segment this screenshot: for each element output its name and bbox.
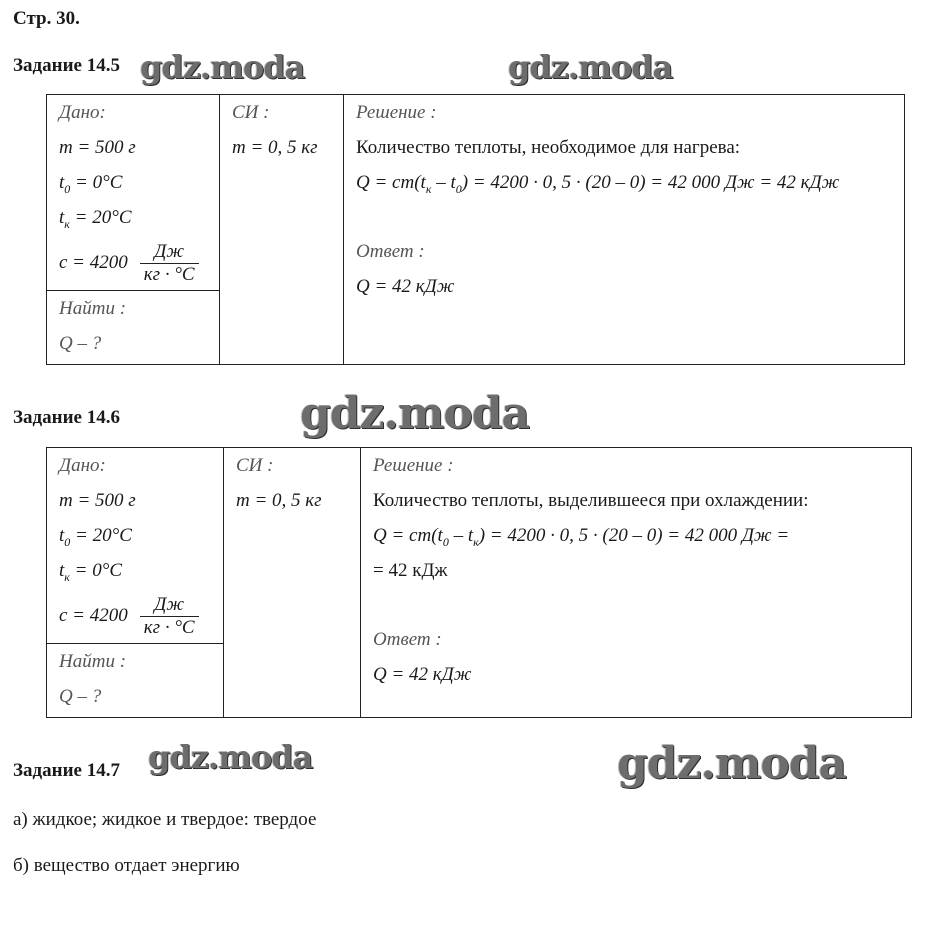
watermark: gdz.moda <box>140 48 305 86</box>
given-heat-capacity: c = 4200 $\frac{Дж}{кг \cdot ^\circ C}$ <box>59 591 223 641</box>
si-cell: СИ : m = 0, 5 кг <box>224 448 361 718</box>
given-tk: $t_к = 0^\circ C$ <box>59 560 122 584</box>
solution-formula: $Q = cm(t_к - t_0) = 4200 \cdot 0$, 5 · (20 – 0) = 42 000 Дж = 42 кДж <box>356 172 840 196</box>
find-value: Q – ? <box>59 686 102 707</box>
watermark: gdz.moda <box>300 388 530 439</box>
find-cell: Найти : Q – ? <box>47 644 224 718</box>
solution-text: Количество теплоты, выделившееся при охлаждении: <box>373 490 809 511</box>
si-cell: СИ : m = 0, 5 кг <box>220 95 344 365</box>
si-value: m = 0, 5 кг <box>232 137 318 158</box>
given-cell: Дано: m = 500 г $t_0 = 20^\circ C$ $t_к = 0^\circ C$ c = 4200 $\frac{Дж}{кг \cdot ^\circ C}$ <box>47 448 224 644</box>
si-value: m = 0, 5 кг <box>236 490 322 511</box>
given-heat-capacity: c = 4200 $\frac{Дж}{кг \cdot ^\circ C}$ <box>59 238 219 288</box>
find-label: Найти <box>59 298 115 319</box>
task-14-5-table <box>46 94 905 365</box>
answer-a: а) жидкое; жидкое и твердое: твердое <box>13 809 317 830</box>
task-title-14-7: Задание 14.7 <box>13 760 120 781</box>
given-mass: m = 500 г <box>59 490 136 511</box>
solution-formula: $Q = cm(t_0 - t_к) = 4200 \cdot 0$, 5 · (20 – 0) = 42 000 Дж = <box>373 525 790 549</box>
si-label: СИ <box>236 455 263 476</box>
given-t0: $t_0 = 20^\circ C$ <box>59 525 132 549</box>
task-title-14-6: Задание 14.6 <box>13 407 120 428</box>
solution-text: Количество теплоты, необходимое для нагрева: <box>356 137 741 158</box>
answer-label: Ответ <box>356 241 414 262</box>
dano-label: Дано <box>59 455 100 476</box>
find-label: Найти <box>59 651 115 672</box>
page-number: Стр. 30. <box>13 8 80 29</box>
given-mass: m = 500 г <box>59 137 136 158</box>
watermark: gdz.moda <box>148 738 313 776</box>
dano-label: Дано <box>59 102 100 123</box>
given-tk: $t_к = 20^\circ C$ <box>59 207 132 231</box>
solution-cell: Решение : Количество теплоты, необходимое для нагрева: $Q = cm(t_к - t_0) = 4200 \cdot 0$, 5 · (20 – 0) = 42 000 Дж = 42 кДж Ответ : Q = 42 кДж <box>344 95 905 365</box>
given-cell: Дано: m = 500 г $t_0 = 0^\circ C$ $t_к = 20^\circ C$ c = 4200 $\frac{Дж}{кг \cdot ^\circ C}$ <box>47 95 220 291</box>
answer-value: Q = 42 кДж <box>373 664 472 685</box>
solution-formula-continued: = 42 кДж <box>373 560 448 581</box>
solution-cell: Решение : Количество теплоты, выделившееся при охлаждении: $Q = cm(t_0 - t_к) = 4200 \cdot 0$, 5 · (20 – 0) = 42 000 Дж = = 42 кДж Ответ : Q = 42 кДж <box>361 448 912 718</box>
answer-value: Q = 42 кДж <box>356 276 455 297</box>
solution-label: Решение <box>356 102 426 123</box>
task-14-6-table <box>46 447 912 718</box>
find-value: Q – ? <box>59 333 102 354</box>
task-title-14-5: Задание 14.5 <box>13 55 120 76</box>
find-cell: Найти : Q – ? <box>47 291 220 365</box>
solution-label: Решение <box>373 455 443 476</box>
si-label: СИ <box>232 102 259 123</box>
watermark: gdz.moda <box>617 738 847 789</box>
watermark: gdz.moda <box>508 48 673 86</box>
answer-label: Ответ <box>373 629 431 650</box>
answer-b: б) вещество отдает энергию <box>13 855 240 876</box>
given-t0: $t_0 = 0^\circ C$ <box>59 172 123 196</box>
